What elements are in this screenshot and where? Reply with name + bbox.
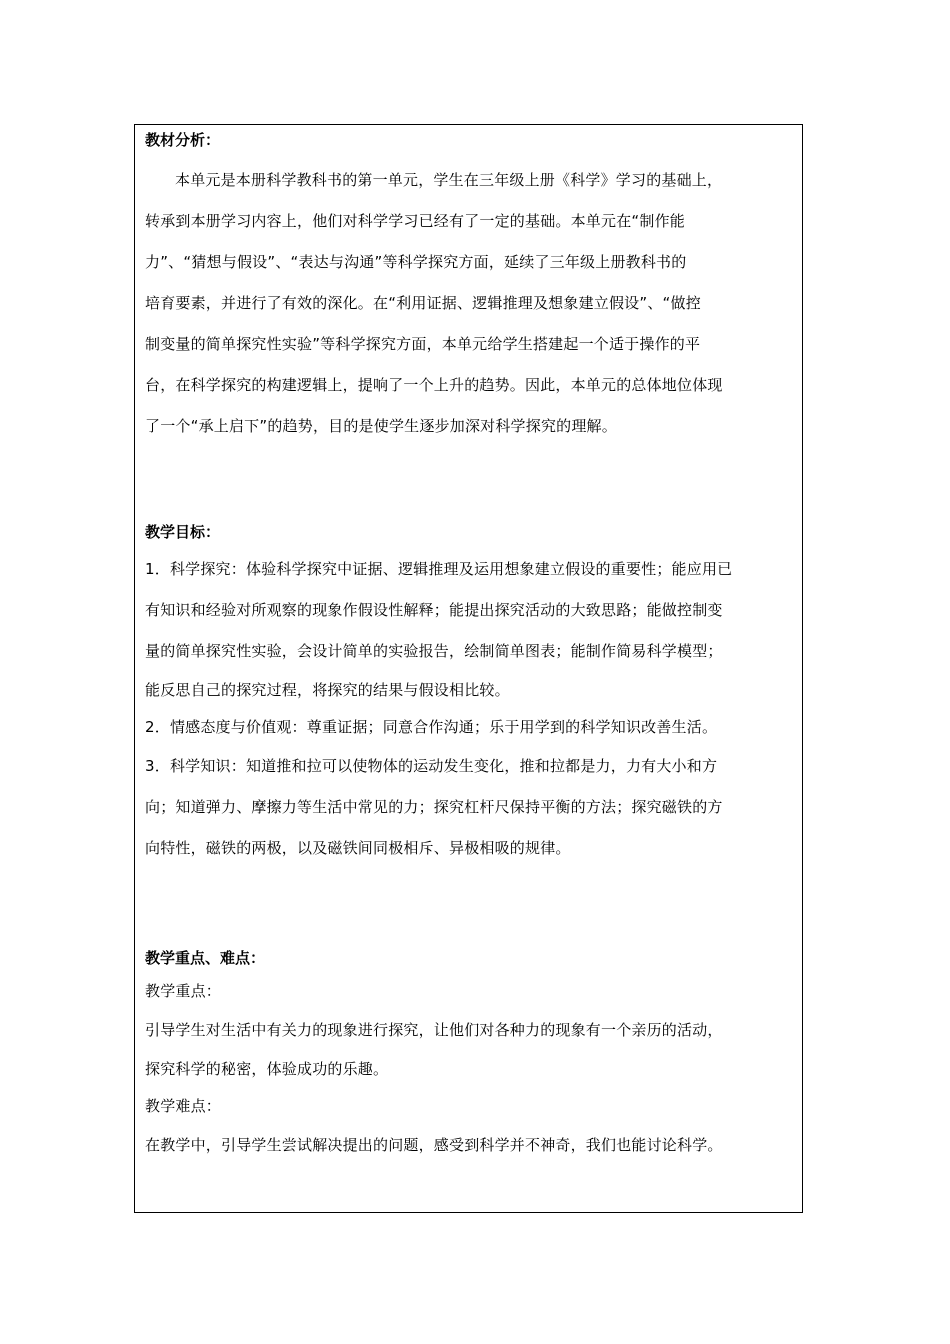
difficulty-line: 在教学中，引导学生尝试解决提出的问题，感受到科学并不神奇，我们也能讨论科学。 — [145, 1136, 723, 1154]
material-analysis-line: 本单元是本册科学教科书的第一单元，学生在三年级上册《科学》学习的基础上， — [175, 171, 723, 189]
teaching-goals-line: 2．情感态度与价值观：尊重证据；同意合作沟通；乐于用学到的科学知识改善生活。 — [145, 718, 718, 736]
teaching-goals-heading: 教学目标： — [145, 523, 221, 541]
material-analysis-line: 制变量的简单探究性实验”等科学探究方面，本单元给学生搭建起一个适于操作的平 — [145, 335, 701, 353]
key-points-heading: 教学重点、难点： — [145, 949, 266, 967]
focus-label: 教学重点： — [145, 982, 222, 1000]
material-analysis-section — [145, 129, 795, 447]
material-analysis-line: 转承到本册学习内容上，他们对科学学习已经有了一定的基础。本单元在“制作能 — [145, 212, 685, 230]
teaching-goals-line: 3．科学知识：知道推和拉可以使物体的运动发生变化，推和拉都是力，力有大小和方 — [145, 757, 718, 775]
teaching-goals-line: 向特性，磁铁的两极，以及磁铁间同极相斥、异极相吸的规律。 — [145, 839, 571, 857]
material-analysis-line: 台，在科学探究的构建逻辑上，提响了一个上升的趋势。因此，本单元的总体地位体现 — [145, 376, 723, 394]
teaching-goals-section — [145, 521, 795, 869]
teaching-goals-line: 能反思自己的探究过程，将探究的结果与假设相比较。 — [145, 681, 510, 699]
focus-line: 探究科学的秘密，体验成功的乐趣。 — [145, 1060, 389, 1078]
focus-line: 引导学生对生活中有关力的现象进行探究，让他们对各种力的现象有一个亲历的活动， — [145, 1021, 723, 1039]
teaching-goals-line: 1．科学探究：体验科学探究中证据、逻辑推理及运用想象建立假设的重要性；能应用已 — [145, 560, 733, 578]
teaching-goals-line: 有知识和经验对所观察的现象作假设性解释；能提出探究活动的大致思路；能做控制变 — [145, 601, 723, 619]
key-points-section — [145, 947, 795, 1166]
teaching-goals-line: 向；知道弹力、摩擦力等生活中常见的力；探究杠杆尺保持平衡的方法；探究磁铁的方 — [145, 798, 723, 816]
material-analysis-line: 培育要素，并进行了有效的深化。在“利用证据、逻辑推理及想象建立假设”、“做控 — [145, 294, 701, 312]
teaching-goals-line: 量的简单探究性实验，会设计简单的实验报告，绘制简单图表；能制作简易科学模型； — [145, 642, 723, 660]
material-analysis-line: 力”、“猜想与假设”、“表达与沟通”等科学探究方面，延续了三年级上册教科书的 — [145, 253, 687, 271]
document-table-cell — [134, 124, 803, 1213]
material-analysis-heading: 教材分析： — [145, 131, 221, 149]
difficulty-label: 教学难点： — [145, 1097, 222, 1115]
material-analysis-line: 了一个“承上启下”的趋势，目的是使学生逐步加深对科学探究的理解。 — [145, 417, 617, 435]
